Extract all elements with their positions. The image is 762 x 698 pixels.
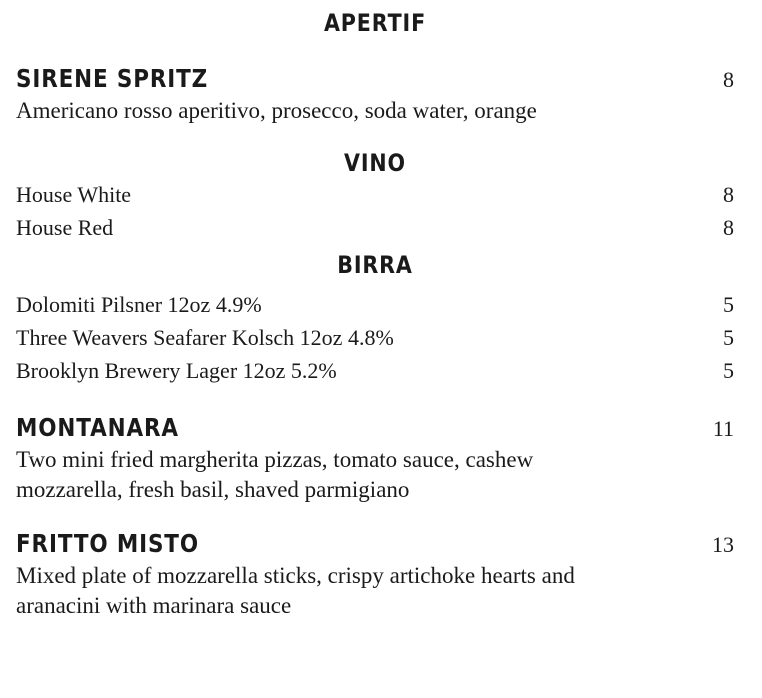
item-price: 11	[712, 416, 734, 441]
drinks-menu	[16, 8, 734, 621]
item-name: Brooklyn Brewery Lager 12oz 5.2%	[16, 358, 337, 383]
menu-item-fritto-misto	[16, 527, 734, 621]
item-description: Americano rosso aperitivo, prosecco, soda water, orange	[16, 98, 537, 123]
item-price: 5	[723, 358, 734, 383]
item-description-line: Mixed plate of mozzarella sticks, crispy artichoke hearts and	[16, 563, 575, 588]
item-price: 8	[723, 215, 734, 240]
item-price: 5	[723, 325, 734, 350]
section-heading-vino: VINO	[344, 149, 406, 177]
section-heading-birra: BIRRA	[337, 251, 413, 279]
vino-list	[16, 178, 734, 244]
item-price: 8	[723, 67, 734, 92]
list-item	[16, 354, 734, 387]
item-price: 8	[723, 182, 734, 207]
list-item	[16, 321, 734, 354]
item-description-line: aranacini with marinara sauce	[16, 593, 292, 618]
item-price: 13	[712, 532, 734, 557]
item-name: MONTANARA	[16, 413, 179, 442]
menu-item-montanara	[16, 411, 734, 505]
item-description-line: mozzarella, fresh basil, shaved parmigiano	[16, 477, 410, 502]
list-item	[16, 211, 734, 244]
item-name: House Red	[16, 215, 114, 240]
item-description-line: Two mini fried margherita pizzas, tomato sauce, cashew	[16, 447, 534, 472]
section-heading-aperitif: APERTIF	[323, 9, 427, 37]
item-name: SIRENE SPRITZ	[16, 64, 209, 93]
item-price: 5	[723, 292, 734, 317]
birra-list	[16, 288, 734, 387]
item-name: House White	[16, 182, 132, 207]
list-item	[16, 178, 734, 211]
item-name: FRITTO MISTO	[16, 529, 199, 558]
item-name: Three Weavers Seafarer Kolsch 12oz 4.8%	[16, 325, 394, 350]
menu-item-sirene-spritz	[16, 62, 734, 126]
list-item	[16, 288, 734, 321]
item-name: Dolomiti Pilsner 12oz 4.9%	[16, 292, 262, 317]
